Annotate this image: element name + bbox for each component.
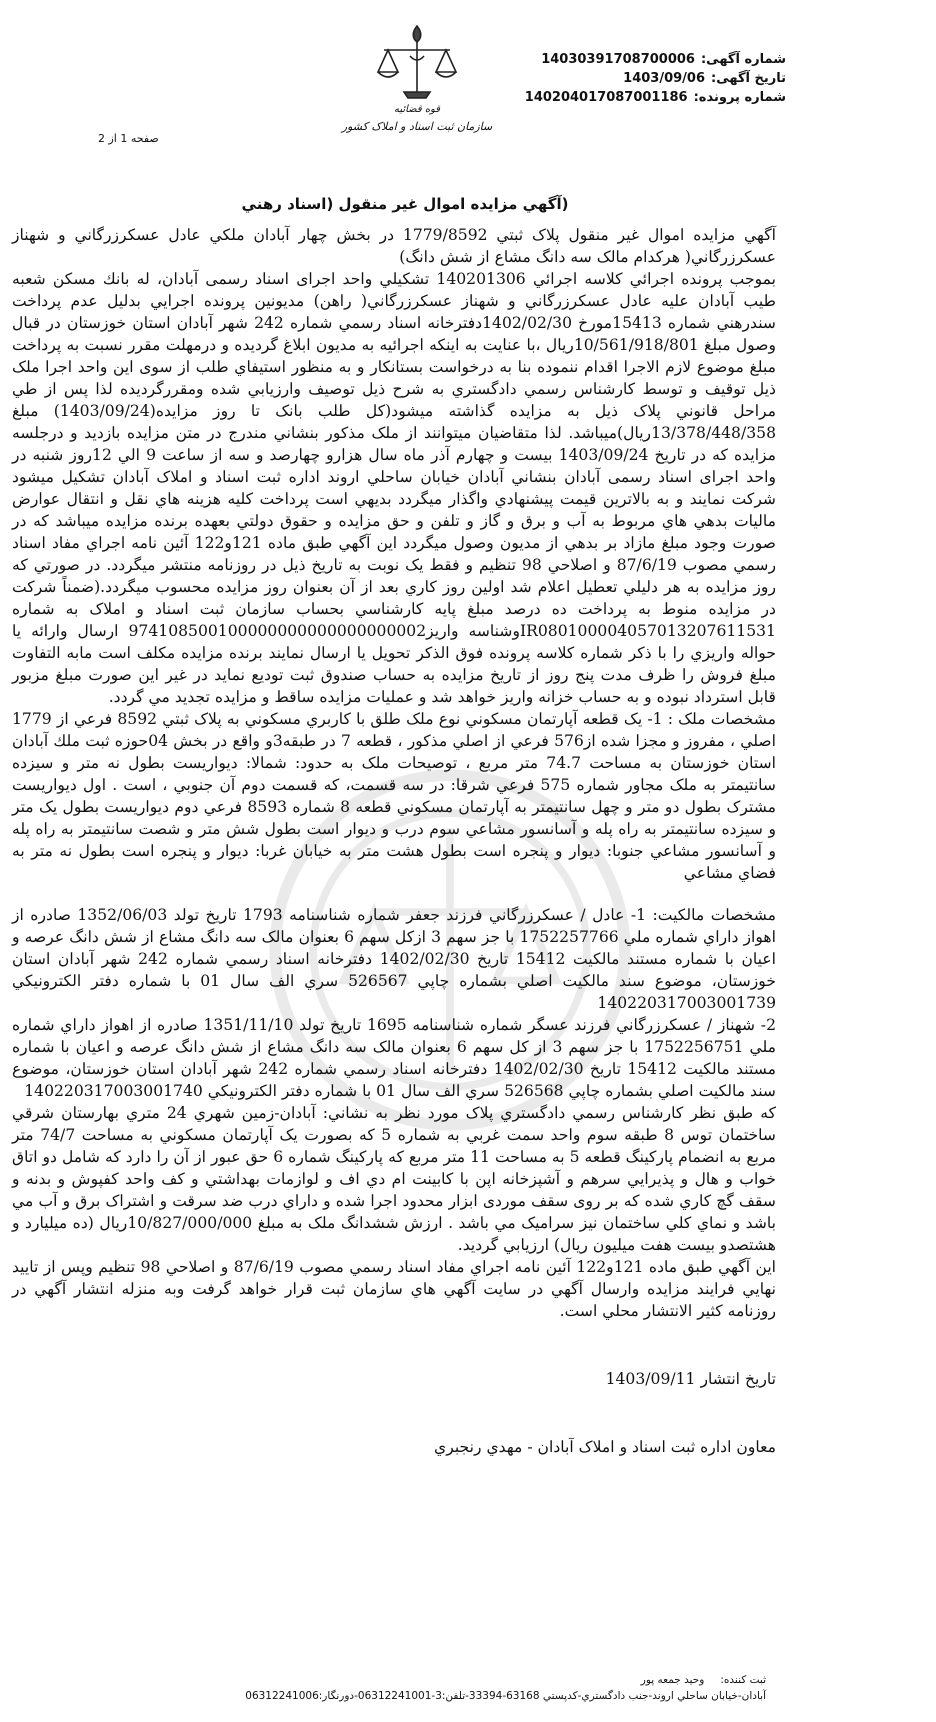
ad-date: 1403/09/06 bbox=[623, 71, 706, 86]
registrar-row bbox=[160, 1672, 766, 1688]
ad-number-row bbox=[525, 50, 786, 69]
auction-terms-paragraph: بموجب پرونده اجرائي کلاسه اجرائي 140201306 تشکيلي واحد اجرای اسناد رسمی آبادان، له بانك مسکن شعبه طيب آبادان عليه عادل عسکرزرگاني و شهناز عسکرزرگاني( راهن) مديونين پرونده اجرايي بدليل عدم پرداخت سندرهني شماره 15413مورخ 1402/02/30دفترخانه اسناد رسمي شماره 242 شهر آبادان استان خوزستان در قبال وصول مبلغ 10/561/918/801ريال ،با عنايت به اينکه اجرائيه به مديون ابلاغ گرديده و درمهلت مقرر نسبت به پرداخت مبلغ موضوع لازم الاجرا اقدام ننموده بنا به درخواست بستانکار و به منظور استيفاي طلب از سوی اين واحد اجرا ملک ذيل توقيف و توسط کارشناس رسمي دادگستري به شرح ذيل توصيف وارزيابي شده ومقررگرديده لذا پس از طي مراحل قانوني پلاک ذيل به مزايده گذاشته ميشود(کل طلب بانک تا روز مزايده(1403/09/24) مبلغ 13/378/448/358ريال)ميباشد. لذا متقاضيان ميتوانند از ملک مذکور بنشاني مندرج در متن مزايده بازديد و درجلسه مزايده که در تاريخ 1403/09/24 بيست و چهارم آذر ماه سال هزارو چهارصد و سه از ساعت 9 الي 12روز شنبه در واحد اجرای اسناد رسمی آبادان بنشاني آبادان خيابان ساحلي اروند اداره ثبت اسناد و املاک آبادان تشکيل ميشود شرکت نمايند و به بالاترين قيمت پيشنهادي واگذار ميگردد بديهي است پرداخت کليه هزينه هاي نقل و انتقال عوارض ماليات بدهي هاي مربوط به آب و برق و گاز و تلفن و حق مزايده و حقوق دولتي بعهده برنده مزايده ميباشد که در صورت وجود مبلغ مازاد بر بدهي از مديون وصول ميگردد اين آگهي طبق ماده 121و122 آئين نامه اجراي مفاد اسناد رسمي مصوب 87/6/19 و اصلاحي 98 تنظيم و فقط يک نوبت به تاريخ ذيل در روزنامه منتشر ميگردد. در صورتي که روز مزايده به هر دليلي تعطيل اعلام شد اولين روز کاري بعد از آن بعنوان روز مزايده محسوب ميگردد.(ضمناً شرکت در مزايده منوط به پرداخت ده درصد مبلغ پايه کارشناسي بحساب سازمان ثبت اسناد و املاک به شماره IR080100004057013207611531وشناسه واريز974108500100000000000000000002 ارسال وارائه يا حواله واريزي را با ذکر شماره کلاسه پرونده فوق الذکر تحويل يا ارسال نمايند برنده مزايده مکلف است مابه التفاوت مبلغ فروش را ظرف مدت پنج روز از تاريخ مزايده به حساب صندوق ثبت توديع نمايد در غير اين صورت مبلغ مزبور قابل استرداد نبوده و به حساب خزانه واريز خواهد شد و عمليات مزايده ساقط و مزايده تجديد مي گردد. bbox=[12, 270, 777, 706]
appraisal-paragraph: که طبق نظر کارشناس رسمي دادگستري پلاک مورد نظر به نشاني: آبادان-زمين شهري 24 متري بهارستان شرقي ساختمان توس 8 طبقه سوم واحد سمت غربي به شماره 5 که بصورت يک آپارتمان مسکوني به مساحت 74/7 متر مربع به انضمام پارکينگ قطعه 5 به مساحت 11 متر مربع که پارکينگ شماره 6 حق عبور از آن را دارد که شامل دو اتاق خواب و هال و پذيرايي سرهم و آشپزخانه اپن با کابينت ام دي اف و لوازمات بهداشتي و کف واحد کفپوش و بدنه و سقف گچ کاري شده که بر روی سقف موردی ابزار محدود اجرا شده و داراي درب ضد سرقت و اشتراک برق و آب مي باشد و نماي کلي ساختمان نيز سراميک مي باشد . ارزش ششدانگ ملک به مبلغ 10/827/000/000ريال (ده ميليارد و هشتصدو بيست هفت ميليون ريال) ارزيابي گرديد. bbox=[12, 1104, 776, 1254]
case-number-label: شماره پرونده: bbox=[693, 90, 786, 105]
page-indicator: صفحه 1 از 2 bbox=[98, 132, 159, 145]
case-number-row bbox=[525, 88, 786, 107]
property-specs-paragraph: مشخصات ملک : 1- يک قطعه آپارتمان مسکوني نوع ملک طلق با کاربري مسکوني به پلاک ثبتي 8592 فرعي از 1779 اصلي ، مفروز و مجزا شده از576 فرعي از اصلي مذکور ، قطعه 7 در طبقه3و واقع در بخش 04حوزه ثبت ملك آبادان استان خوزستان به مساحت 74.7 متر مربع ، توصيحات ملک به حدود: شمالا: ديواريست بطول نه متر و سيزده سانتيمتر به ملک مجاور شماره 575 فرعي شرقا: در سه قسمت، که قسمت دوم آن جنوبي ، است . اول ديواريست مشترک بطول دو متر و چهل سانتيمتر به آپارتمان مسکوني قطعه 8 شماره 8593 فرعي دوم ديواريست بطول يک متر و سيزده سانتيمتر به راه پله و آسانسور مشاعي سوم درب و ديوار است بطول شش متر و شصت سانتيمتر به راه پله و آسانسور مشاعي جنوبا: ديوار و پنجره است بطول هشت متر به خيابان غربا: ديوار و پنجره است بطول نه متر به فضاي مشاعي bbox=[12, 710, 777, 882]
document-body bbox=[12, 224, 776, 1458]
case-number: 140204017087001186 bbox=[524, 90, 688, 105]
registrar-label: ثبت كننده: bbox=[720, 1674, 766, 1686]
office-address: آبادان-خيابان ساحلي اروند-جنب دادگستري-كدپستي 63168-33394-تلفن:3-06312241001-دورنگار:06312241006 bbox=[245, 1690, 766, 1702]
ad-number: 14030391708700006 bbox=[541, 52, 695, 67]
footer bbox=[160, 1672, 766, 1704]
signature: معاون اداره ثبت اسناد و املاک آبادان - مهدي رنجبري bbox=[434, 1438, 776, 1456]
organization-name: سازمان ثبت اسناد و املاک کشور bbox=[341, 120, 493, 133]
owner-2-paragraph: 2- شهناز / عسکرزرگاني فرزند عسگر شماره شناسنامه 1695 تاريخ تولد 1351/11/10 صادره از اهواز داراي شماره ملي 1752256751 با جز سهم 3 از کل سهم 6 بعنوان مالک سه دانگ مشاع از شش دانگ عرصه و اعيان با شماره مستند مالکيت 15412 تاريخ 1402/02/30 دفترخانه اسناد رسمي شماره 242 شهر آبادان استان خوزستان، موضوع سند مالکيت اصلي بشماره چاپي 526568 سري الف سال 01 با شماره دفتر الكترونيكي 140220317003001740 bbox=[12, 1016, 776, 1100]
legal-basis-paragraph: اين آگهي طبق ماده 121و122 آئين نامه اجراي مفاد اسناد رسمي مصوب 87/6/19 و اصلاحي 98 تنظيم وپس از تاييد نهايي فرايند مزايده وارسال آگهي در سايت آگهي هاي سازمان ثبت قرار خواهد گرفت وبه منزله انتشار آگهي در روزنامه كثير الانتشار محلي است. bbox=[12, 1258, 776, 1320]
intro-paragraph: آگهي مزايده اموال غير منقول پلاک ثبتي 1779/8592 در بخش چهار آبادان ملکي عادل عسکرزرگاني و شهناز عسکرزرگاني( هرکدام مالک سه دانگ مشاع از شش دانگ) bbox=[12, 226, 776, 266]
ad-meta bbox=[525, 50, 786, 107]
ad-date-row bbox=[525, 69, 786, 88]
judiciary-emblem bbox=[332, 22, 502, 152]
document-title: (آگهي مزايده اموال غير منقول (اسناد رهني bbox=[241, 195, 569, 213]
owner-1-paragraph: مشخصات مالکيت: 1- عادل / عسکرزرگاني فرزند جعفر شماره شناسنامه 1793 تاريخ تولد 1352/06/03 صادره از اهواز داراي شماره ملي 1752257766 با جز سهم 3 ازکل سهم 6 بعنوان مالک سه دانگ مشاع از شش دانگ عرصه و اعيان با شماره مستند مالکيت 15412 تاريخ 1402/02/30 دفترخانه اسناد رسمي شماره 242 شهر آبادان استان خوزستان، موضوع سند مالکيت اصلي بشماره چاپي 526567 سري الف سال 01 با شماره دفتر الكترونيكي 140220317003001739 bbox=[12, 906, 776, 1012]
judiciary-label: قوه قضائیه bbox=[393, 104, 441, 115]
ad-number-label: شماره آگهی: bbox=[700, 52, 786, 67]
scales-of-justice-icon bbox=[372, 22, 462, 104]
ad-date-label: تاریخ آگهی: bbox=[711, 71, 786, 86]
registrar-name: وحيد جمعه پور bbox=[640, 1674, 705, 1686]
publish-date: تاريخ انتشار 1403/09/11 bbox=[605, 1370, 776, 1388]
